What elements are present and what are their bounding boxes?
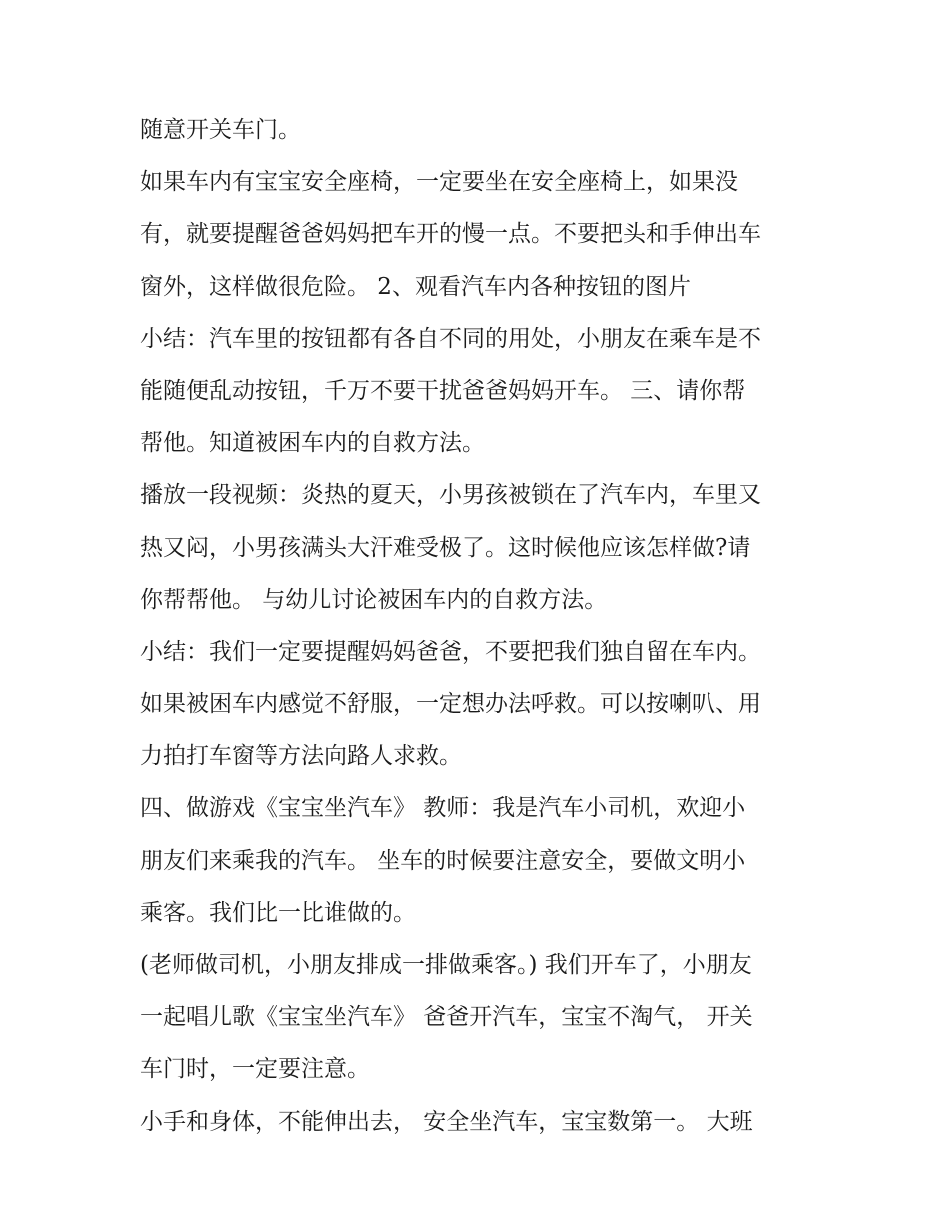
text-line: 能随便乱动按钮，千万不要干扰爸爸妈妈开车。 三、请你帮	[140, 377, 746, 404]
text-line: 乘客。我们比一比谁做的。	[140, 899, 416, 926]
text-line: 热又闷，小男孩满头大汗难受极了。这时候他应该怎样做?请	[140, 534, 751, 561]
text-line: 如果被困车内感觉不舒服，一定想办法呼救。可以按喇叭、用	[140, 691, 761, 718]
text-line: 朋友们来乘我的汽车。 坐车的时候要注意安全，要做文明小	[140, 847, 746, 874]
text-line: 播放一段视频：炎热的夏天，小男孩被锁在了汽车内，车里又	[140, 482, 761, 509]
text-line: 随意开关车门。	[140, 117, 301, 143]
text-line: 小结：汽车里的按钮都有各自不同的用处，小朋友在乘车是不	[140, 325, 761, 352]
text-line: 小手和身体，不能伸出去， 安全坐汽车，宝宝数第一。 大班	[140, 1108, 753, 1135]
text-line: 四、做游戏《宝宝坐汽车》 教师：我是汽车小司机，欢迎小	[140, 795, 746, 822]
text-line: (老师做司机，小朋友排成一排做乘客。) 我们开车了，小朋友	[140, 952, 752, 978]
text-line: 帮他。知道被困车内的自救方法。	[140, 430, 485, 457]
text-line: 窗外，这样做很危险。 2、观看汽车内各种按钮的图片	[140, 273, 691, 300]
text-line: 有，就要提醒爸爸妈妈把车开的慢一点。不要把头和手伸出车	[140, 221, 761, 248]
text-line: 如果车内有宝宝安全座椅，一定要坐在安全座椅上，如果没	[140, 169, 738, 196]
text-line: 车门时，一定要注意。	[140, 1056, 370, 1083]
document-text	[140, 104, 820, 1148]
text-line: 一起唱儿歌《宝宝坐汽车》 爸爸开汽车，宝宝不淘气， 开关	[140, 1004, 753, 1031]
text-line: 你帮帮他。 与幼儿讨论被困车内的自救方法。	[140, 586, 608, 613]
text-line: 小结：我们一定要提醒妈妈爸爸，不要把我们独自留在车内。	[140, 638, 761, 665]
text-line: 力拍打车窗等方法向路人求救。	[140, 743, 462, 770]
